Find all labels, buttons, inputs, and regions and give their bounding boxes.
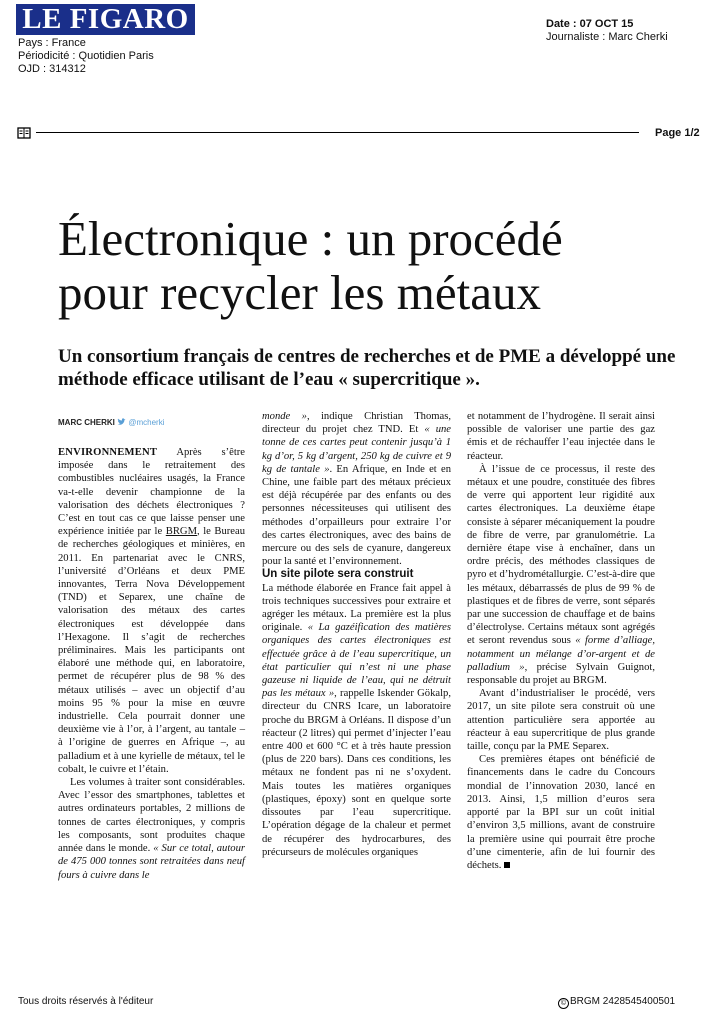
le-figaro-logo: LE FIGARO	[16, 4, 195, 35]
headline-line-2: pour recycler les métaux	[58, 265, 541, 320]
byline	[58, 418, 164, 427]
article-column-2	[262, 410, 451, 859]
paragraph: Avant d’industrialiser le procédé, vers 2017, un site pilote sera construit où une attention particulière sera apportée au réacteur à eau supercritique de plus grande taille, conçu par la PME Separex.	[467, 688, 655, 753]
quote-text: « forme d’alliage, notamment un mélange d’or-argent et de palladium »	[467, 635, 655, 673]
paragraph-text: Les volumes à traiter sont considérables. Avec l’essor des smartphones, tablettes et autres ordinateurs portables, 2 millions de tonnes de cartes électroniques, y compris les composants, sont produites chaque année dans le monde.	[58, 777, 245, 855]
quote-text: monde »	[262, 411, 307, 422]
paragraph: et notamment de l’hydrogène. Il serait ainsi possible de valoriser une partie des gaz émis et de réchauffer l’eau injectée dans le réacteur.	[467, 411, 655, 462]
paragraph-text: . En Afrique, en Inde et en Chine, une faible part des métaux précieux est déjà récupérée par des enfants ou des personnes nécessiteuses qui utilisent des méthodes d’orpailleurs pour extraire l’or des cartes électroniques, avec des bains de mercure ou des sels de cyanure, dangereux pour la santé et l’environnement.	[262, 463, 451, 568]
quote-text: « La gazéification des matières organiques des cartes électroniques est effectuée grâce à de l’eau supercritique, un état particulier qui n’est ni une phase gazeuse ni liquide de l’eau, qui ne détruit pas les métaux »	[262, 622, 451, 700]
paragraph	[58, 776, 245, 882]
country-label: Pays : France	[18, 37, 86, 49]
paragraph-text: Après s’être imposée dans le retraitement des combustibles nucléaires usagés, la France va-t-elle devenir championne de la valorisation des déchets électroniques ? C’est en tout cas ce que laisse penser une expérience initiée par le	[58, 447, 245, 538]
footer-id-text: BRGM 2428545400501	[570, 996, 676, 1007]
header-divider	[36, 132, 639, 133]
article-column-1	[58, 446, 245, 882]
footer-rights: Tous droits réservés à l'éditeur	[18, 996, 154, 1007]
newspaper-icon	[17, 126, 31, 140]
paragraph	[467, 463, 655, 687]
paragraph-text: , rappelle Iskender Gökalp, directeur du CNRS Icare, un laboratoire proche du BRGM à Orléans. Il dispose d’un réacteur (2 litres) qui permet d’injecter l’eau entre 400 et 600 °C et à très haute pression (plus de 220 bars). Dans ces conditions, les métaux ne fondent pas ni ne s’oxydent. Mais toutes les matières organiques (plastiques, époxy) sont en quelque sorte dissoutes par l’eau supercritique. L’opération dégage de la chaleur et permet de récupérer des hydrocarbures, des précurseurs de molécules organiques	[262, 688, 451, 858]
quote-text: « une tonne de ces cartes peut contenir jusqu’à 1 kg d’or, 5 kg d’argent, 250 kg de cuivre et 9 kg de tantale »	[262, 424, 451, 475]
section-kicker: ENVIRONNEMENT	[58, 447, 158, 458]
quote-text: « Sur ce total, autour de 475 000 tonnes sont retraitées dans neuf fours à cuivre dans le	[58, 843, 245, 881]
paragraph-text: À l’issue de ce processus, il reste des métaux et une poudre, constituée des fibres de verre qui apportent leur rigidité aux cartes électroniques. La deuxième étape consiste à séparer mécaniquement la poudre de fibre de verre, par granulométrie. La dernière étape vise à enchaîner, dans un ordre précis, des méthodes classiques de pyro et d’hydrométallurgie. C’est-à-dire que les métaux, débarrassés de plus de 99 % de plastiques et de fibres de verre, sont séparés par une succession de chauffage et de bains d’électrolyse. Certains métaux sont agrégés et seront revendus sous	[467, 463, 655, 647]
end-of-article-mark	[504, 862, 510, 868]
periodicity-label: Périodicité : Quotidien Paris	[18, 50, 154, 62]
paragraph-text: , le Bureau de recherches géologiques et minières, en 2011. En partenariat avec le CNRS, l’université d’Orléans et deux PME innovantes, Terra Nova Développement (TND) et Separex, une chaîne de valorisation des métaux des cartes électroniques est développée dans l’Hexagone. Il s’agit de recherches préliminaires. Mais les participants ont élaboré une méthode qui, en laboratoire, permet de récupérer plus de 98 % des métaux utilisés – avec un objectif d’au moins 95 % pour la mise en œuvre industrielle. Cela pourrait donner une deuxième vie à l’or, à l’argent, au tantale – à l’origine de guerres en Afrique –, au palladium et à une kyrielle de métaux, tel le cobalt, le cuivre et l’étain.	[58, 526, 245, 775]
section-subheading: Un site pilote sera construit	[262, 568, 414, 581]
date-block	[546, 18, 668, 44]
footer-id	[558, 996, 675, 1009]
twitter-handle-text: @mcherki	[128, 418, 165, 427]
author-name: MARC CHERKI	[58, 418, 115, 427]
paragraph-text: , précise Sylvain Guignot, responsable du projet au BRGM.	[467, 661, 655, 687]
paragraph	[467, 753, 655, 872]
paragraph	[262, 582, 451, 859]
copyright-circle-icon: ©	[558, 998, 569, 1009]
twitter-bird-icon	[117, 418, 126, 426]
article-headline	[58, 212, 678, 320]
article-standfirst: Un consortium français de centres de recherches et de PME a développé une méthode efficace utilisant de l’eau « supercritique ».	[58, 346, 676, 390]
article-column-3	[467, 410, 655, 872]
twitter-handle	[117, 418, 164, 427]
paragraph-text: La méthode élaborée en France fait appel à trois techniques successives pour extraire et agréger les métaux. La première est la plus originale.	[262, 582, 451, 634]
paragraph-text: , indique Christian Thomas, directeur du projet chez TND. Et	[262, 411, 451, 436]
paragraph	[262, 410, 451, 568]
paragraph-text: Ces premières étapes ont bénéficié de financements dans le cadre du Concours mondial de l’innovation 2030, lancé en 2013. Ainsi, 1,5 million d’euros sera apporté par la BPI sur un coût initial d’environ 3,5 millions, avant de construire la première usine qui pourrait être proche d’une cimenterie, afin de lui fournir des déchets.	[467, 754, 655, 871]
journalist-label: Journaliste : Marc Cherki	[546, 31, 668, 43]
brgm-link-text: BRGM	[165, 526, 197, 538]
date-label: Date : 07 OCT 15	[546, 18, 634, 30]
page-number: Page 1/2	[655, 127, 700, 139]
ojd-label: OJD : 314312	[18, 63, 86, 75]
paragraph	[58, 446, 245, 776]
headline-line-1: Électronique : un procédé	[58, 211, 563, 266]
